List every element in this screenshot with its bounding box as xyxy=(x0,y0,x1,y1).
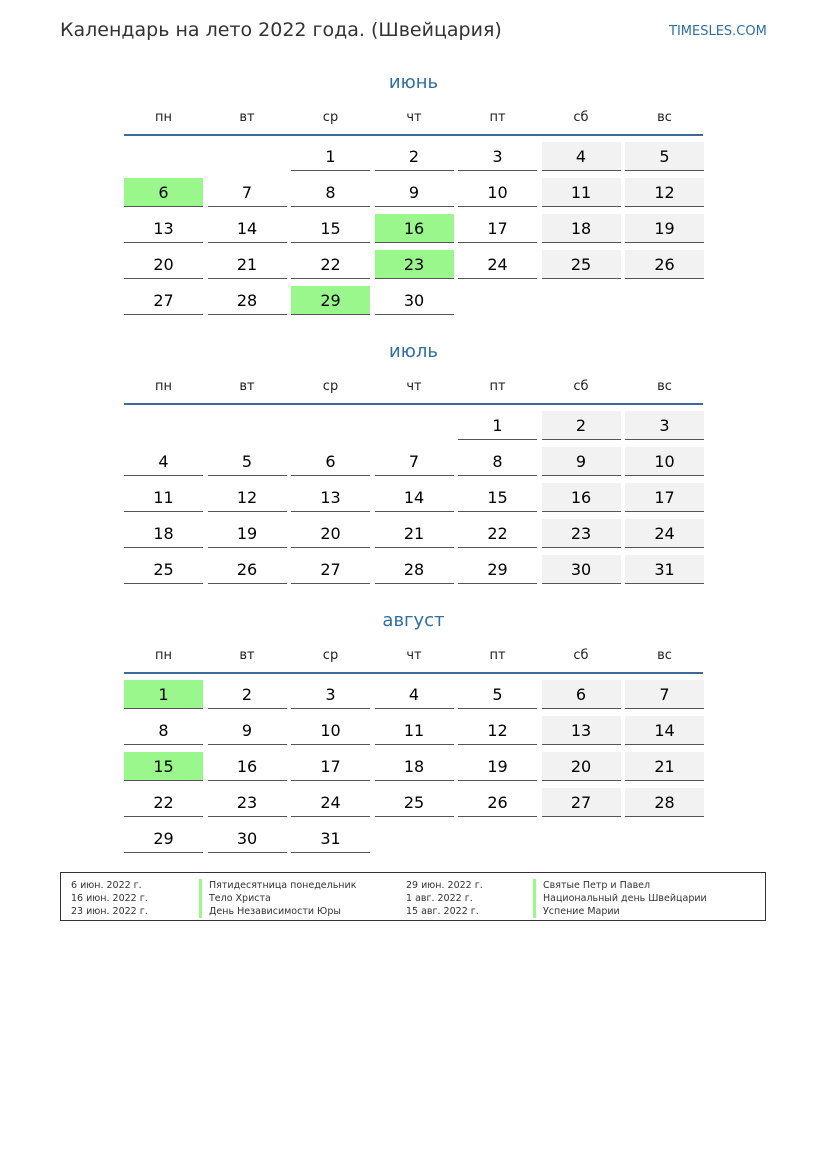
day-cell: 13 xyxy=(291,483,370,512)
legend-holiday-name: День Независимости Юры xyxy=(199,905,356,918)
day-cell: 4 xyxy=(542,142,621,171)
day-cell: 20 xyxy=(124,250,203,279)
weekday-header xyxy=(124,110,703,128)
day-cell: 20 xyxy=(542,752,621,781)
day-cell: 19 xyxy=(208,519,287,548)
page-title: Календарь на лето 2022 года. (Швейцария) xyxy=(60,19,502,41)
weekday-label: ср xyxy=(322,648,339,663)
holiday-day-cell: 6 xyxy=(124,178,203,207)
holiday-day-cell: 16 xyxy=(375,214,454,243)
day-cell: 4 xyxy=(124,447,203,476)
weekday-label: чт xyxy=(406,379,422,394)
day-cell: 28 xyxy=(375,555,454,584)
day-cell: 3 xyxy=(291,680,370,709)
day-cell: 27 xyxy=(291,555,370,584)
legend-dates-left xyxy=(71,879,148,918)
day-cell: 11 xyxy=(124,483,203,512)
day-cell: 10 xyxy=(625,447,704,476)
legend-holiday-name: Святые Петр и Павел xyxy=(533,879,707,892)
month-title: июль xyxy=(389,341,438,362)
day-cell: 9 xyxy=(375,178,454,207)
day-cell: 24 xyxy=(291,788,370,817)
day-cell: 18 xyxy=(542,214,621,243)
day-cell: 24 xyxy=(625,519,704,548)
day-cell: 27 xyxy=(542,788,621,817)
day-cell: 21 xyxy=(208,250,287,279)
day-cell: 31 xyxy=(625,555,704,584)
day-cell: 6 xyxy=(291,447,370,476)
day-cell: 15 xyxy=(458,483,537,512)
day-cell: 7 xyxy=(208,178,287,207)
day-cell: 3 xyxy=(625,411,704,440)
day-cell: 25 xyxy=(542,250,621,279)
day-cell: 14 xyxy=(375,483,454,512)
day-cell: 1 xyxy=(458,411,537,440)
day-cell: 17 xyxy=(291,752,370,781)
day-cell: 14 xyxy=(208,214,287,243)
header-divider xyxy=(124,672,703,674)
day-cell: 10 xyxy=(458,178,537,207)
day-cell: 13 xyxy=(124,214,203,243)
weekday-label: пт xyxy=(489,379,506,394)
day-cell: 31 xyxy=(291,824,370,853)
day-cell: 11 xyxy=(542,178,621,207)
weekday-label: вс xyxy=(657,379,672,394)
weekday-label: пт xyxy=(489,648,506,663)
day-cell: 20 xyxy=(291,519,370,548)
day-cell: 3 xyxy=(458,142,537,171)
day-cell: 29 xyxy=(458,555,537,584)
weekday-label: пн xyxy=(155,648,172,663)
day-cell: 1 xyxy=(291,142,370,171)
legend-date: 6 июн. 2022 г. xyxy=(71,880,142,891)
day-cell: 10 xyxy=(291,716,370,745)
holiday-day-cell: 15 xyxy=(124,752,203,781)
weekday-label: ср xyxy=(322,110,339,125)
day-cell: 21 xyxy=(625,752,704,781)
day-cell: 25 xyxy=(124,555,203,584)
day-cell: 2 xyxy=(542,411,621,440)
legend-holiday-name: Тело Христа xyxy=(199,892,356,905)
day-cell: 30 xyxy=(542,555,621,584)
day-cell: 8 xyxy=(124,716,203,745)
day-cell: 18 xyxy=(124,519,203,548)
day-cell: 17 xyxy=(458,214,537,243)
day-cell: 26 xyxy=(208,555,287,584)
holiday-day-cell: 29 xyxy=(291,286,370,315)
day-cell: 16 xyxy=(542,483,621,512)
day-cell: 21 xyxy=(375,519,454,548)
day-cell: 15 xyxy=(291,214,370,243)
legend-holiday-name: Пятидесятница понедельник xyxy=(199,879,356,892)
weekday-label: чт xyxy=(406,110,422,125)
legend-date: 1 авг. 2022 г. xyxy=(406,893,473,904)
day-cell: 28 xyxy=(625,788,704,817)
day-cell: 7 xyxy=(375,447,454,476)
day-cell: 6 xyxy=(542,680,621,709)
header-divider xyxy=(124,134,703,136)
day-cell: 26 xyxy=(625,250,704,279)
weekday-header xyxy=(124,648,703,666)
day-cell: 5 xyxy=(208,447,287,476)
day-cell: 29 xyxy=(124,824,203,853)
weekday-label: сб xyxy=(573,110,589,125)
legend-holiday-name: Успение Марии xyxy=(533,905,707,918)
site-link[interactable]: TIMESLES.COM xyxy=(669,24,767,39)
day-cell: 19 xyxy=(458,752,537,781)
legend-date: 23 июн. 2022 г. xyxy=(71,906,148,917)
weekday-label: пт xyxy=(489,110,506,125)
day-cell: 30 xyxy=(375,286,454,315)
day-cell: 22 xyxy=(124,788,203,817)
weekday-label: сб xyxy=(573,648,589,663)
day-cell: 18 xyxy=(375,752,454,781)
legend-holiday-name: Национальный день Швейцарии xyxy=(533,892,707,905)
day-cell: 24 xyxy=(458,250,537,279)
weekday-label: ср xyxy=(322,379,339,394)
weekday-label: вс xyxy=(657,648,672,663)
legend-date: 16 июн. 2022 г. xyxy=(71,893,148,904)
month-title: июнь xyxy=(388,72,439,93)
legend-date: 15 авг. 2022 г. xyxy=(406,906,479,917)
legend-names-left xyxy=(199,879,356,918)
month-title: август xyxy=(382,610,445,631)
day-cell: 28 xyxy=(208,286,287,315)
day-cell: 11 xyxy=(375,716,454,745)
day-cell: 8 xyxy=(291,178,370,207)
weekday-label: вт xyxy=(239,110,255,125)
day-cell: 2 xyxy=(208,680,287,709)
day-cell: 16 xyxy=(208,752,287,781)
day-cell: 12 xyxy=(208,483,287,512)
day-cell: 26 xyxy=(458,788,537,817)
weekday-label: вт xyxy=(239,379,255,394)
day-cell: 5 xyxy=(625,142,704,171)
day-cell: 23 xyxy=(208,788,287,817)
day-cell: 7 xyxy=(625,680,704,709)
weekday-label: пн xyxy=(155,379,172,394)
holiday-day-cell: 23 xyxy=(375,250,454,279)
day-cell: 13 xyxy=(542,716,621,745)
holiday-day-cell: 1 xyxy=(124,680,203,709)
weekday-label: вс xyxy=(657,110,672,125)
day-cell: 30 xyxy=(208,824,287,853)
day-cell: 12 xyxy=(625,178,704,207)
day-cell: 14 xyxy=(625,716,704,745)
day-cell: 25 xyxy=(375,788,454,817)
day-cell: 27 xyxy=(124,286,203,315)
day-cell: 9 xyxy=(542,447,621,476)
day-cell: 23 xyxy=(542,519,621,548)
legend-date: 29 июн. 2022 г. xyxy=(406,880,483,891)
day-cell: 5 xyxy=(458,680,537,709)
legend-names-right xyxy=(533,879,707,918)
header-divider xyxy=(124,403,703,405)
weekday-label: вт xyxy=(239,648,255,663)
day-cell: 4 xyxy=(375,680,454,709)
day-cell: 19 xyxy=(625,214,704,243)
day-cell: 22 xyxy=(291,250,370,279)
day-cell: 22 xyxy=(458,519,537,548)
day-cell: 17 xyxy=(625,483,704,512)
legend-dates-right xyxy=(406,879,483,918)
weekday-label: чт xyxy=(406,648,422,663)
day-cell: 9 xyxy=(208,716,287,745)
weekday-label: сб xyxy=(573,379,589,394)
day-cell: 8 xyxy=(458,447,537,476)
weekday-header xyxy=(124,379,703,397)
weekday-label: пн xyxy=(155,110,172,125)
holiday-legend xyxy=(60,872,766,921)
day-cell: 12 xyxy=(458,716,537,745)
day-cell: 2 xyxy=(375,142,454,171)
